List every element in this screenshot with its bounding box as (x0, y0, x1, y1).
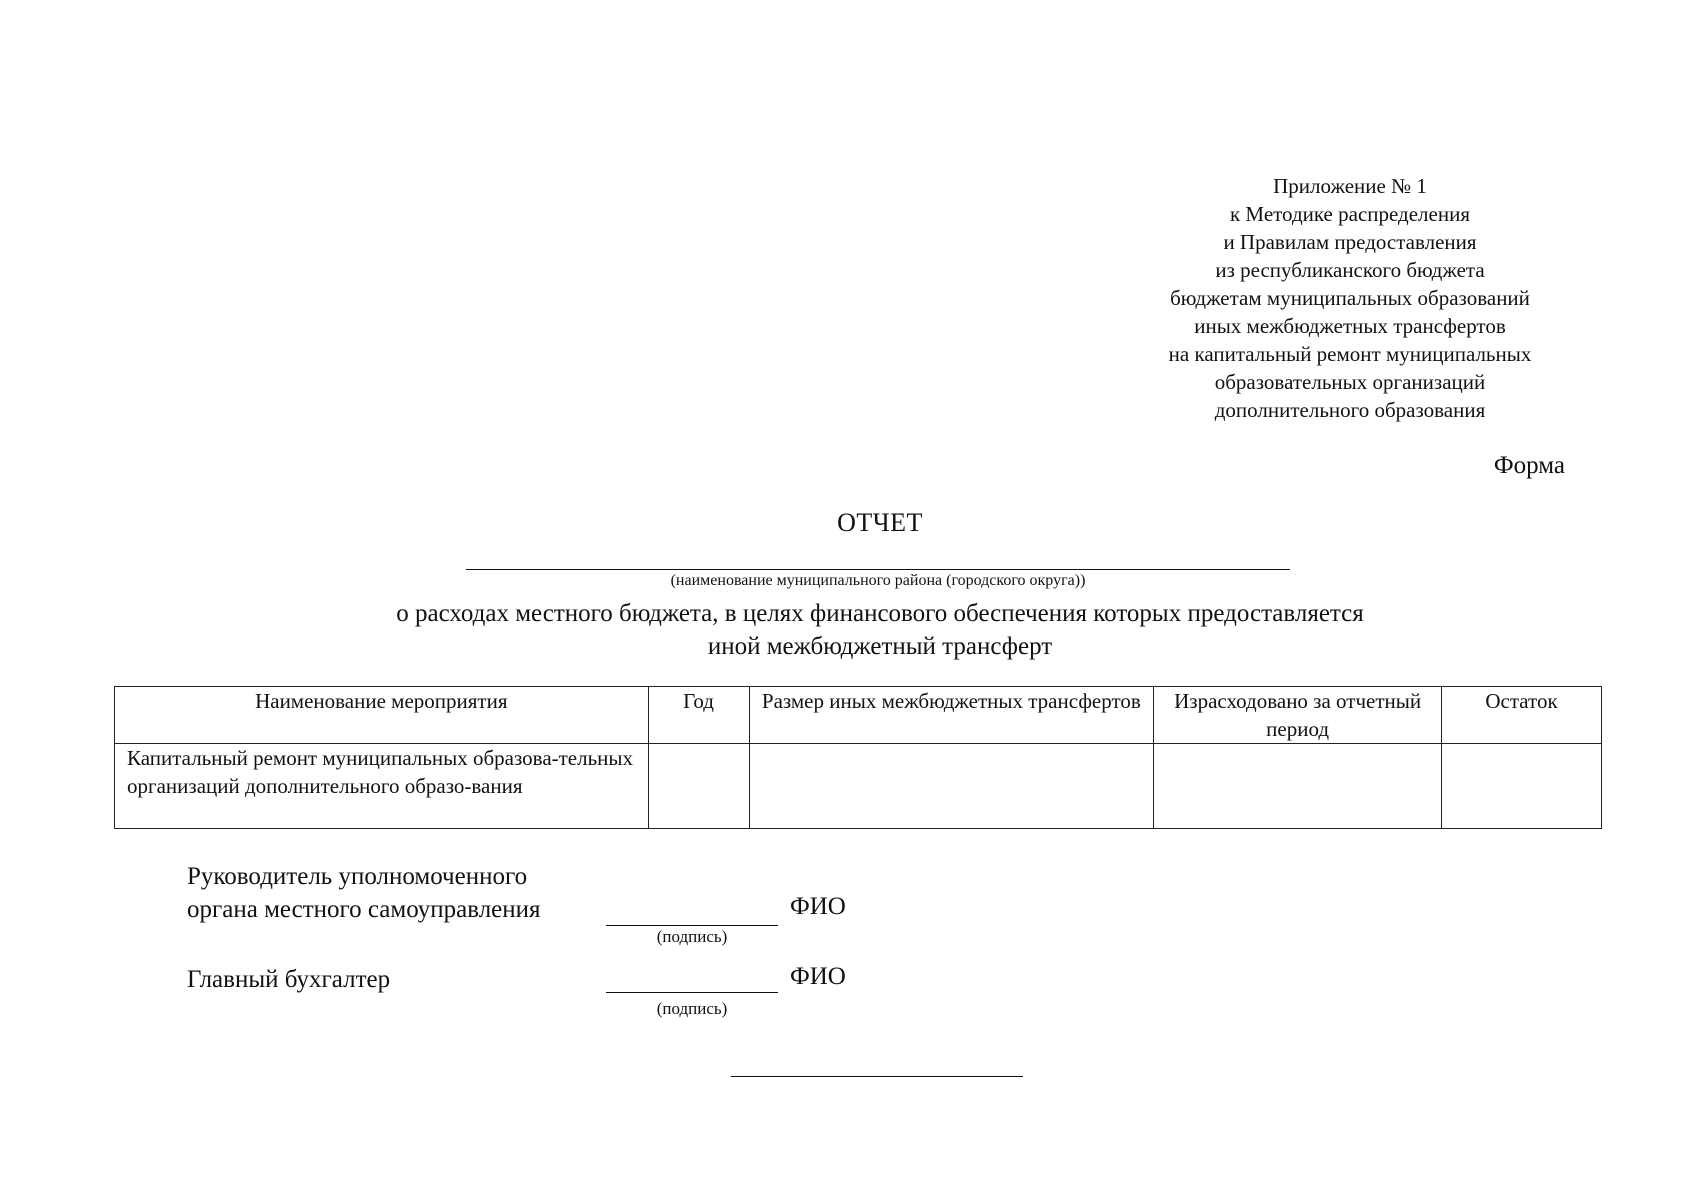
appendix-line: из республиканского бюджета (1215, 258, 1485, 282)
appendix-line: и Правилам предоставления (1223, 230, 1477, 254)
table-cell-remainder (1442, 744, 1602, 829)
accountant-signature-label: Главный бухгалтер (187, 966, 391, 993)
column-header-year: Год (648, 687, 749, 744)
column-header-remainder: Остаток (1442, 687, 1602, 744)
appendix-line: на капитальный ремонт муниципальных (1168, 342, 1532, 366)
municipality-name-hint: (наименование муниципального района (городского округа)) (670, 572, 1086, 589)
accountant-fio: ФИО (790, 963, 846, 990)
head-signature-label-line: органа местного самоуправления (187, 896, 541, 923)
head-signature-label (187, 860, 541, 926)
table-cell-event-name: Капитальный ремонт муниципальных образова-тельных организаций дополнительного образо-вания (115, 744, 649, 829)
appendix-line: Приложение № 1 (1273, 174, 1427, 198)
appendix-line: иных межбюджетных трансфертов (1194, 314, 1506, 338)
accountant-signature-hint: (подпись) (656, 999, 728, 1018)
accountant-signature-line (606, 992, 778, 993)
report-subtitle-line: иной межбюджетный трансферт (707, 633, 1053, 660)
head-signature-line (606, 925, 778, 926)
column-header-event-name: Наименование мероприятия (115, 687, 649, 744)
head-signature-hint: (подпись) (656, 927, 728, 946)
head-fio: ФИО (790, 893, 846, 920)
table-cell-transfer-amount (749, 744, 1154, 829)
report-title: ОТЧЕТ (837, 508, 923, 537)
appendix-line: образовательных организаций (1214, 370, 1486, 394)
appendix-line: бюджетам муниципальных образований (1170, 286, 1530, 310)
table-row (115, 744, 1602, 829)
head-signature-label-line: Руководитель уполномоченного (187, 863, 528, 890)
report-subtitle (0, 597, 1698, 663)
report-table (114, 686, 1602, 829)
municipality-name-line (466, 569, 1290, 570)
column-header-transfer-amount: Размер иных межбюджетных трансфертов (749, 687, 1154, 744)
table-header-row (115, 687, 1602, 744)
table-cell-spent (1154, 744, 1442, 829)
appendix-line: к Методике распределения (1229, 202, 1470, 226)
table-cell-year (648, 744, 749, 829)
bottom-divider (731, 1076, 1023, 1077)
report-subtitle-line: о расходах местного бюджета, в целях финансового обеспечения которых предоставляется (396, 600, 1364, 627)
appendix-block (1130, 172, 1570, 424)
column-header-spent: Израсходовано за отчетный период (1154, 687, 1442, 744)
form-label: Форма (1493, 452, 1565, 479)
appendix-line: дополнительного образования (1214, 398, 1486, 422)
